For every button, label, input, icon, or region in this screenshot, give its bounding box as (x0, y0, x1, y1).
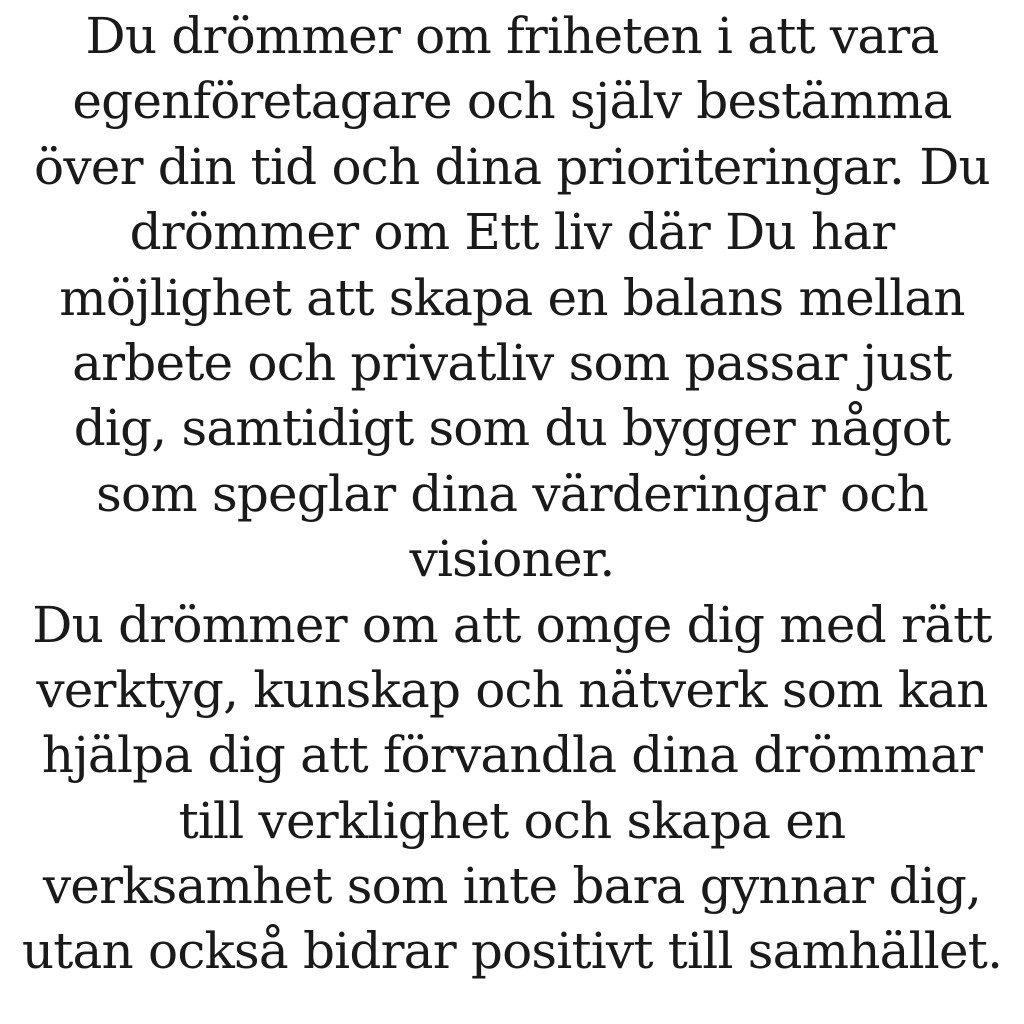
text-line: till verklighet och skapa en (178, 791, 846, 850)
text-line: drömmer om Ett liv där Du har (129, 203, 895, 262)
text-line: verksamhet som inte bara gynnar dig, (42, 857, 982, 916)
text-line: arbete och privatliv som passar just (72, 333, 952, 392)
text-line: möjlighet att skapa en balans mellan (59, 268, 965, 327)
text-line: över din tid och dina prioriteringar. Du (34, 137, 990, 196)
paragraph-1 (0, 4, 1024, 593)
text-line: Du drömmer om friheten i att vara (85, 7, 939, 65)
text-line: visioner. (409, 530, 615, 589)
text-line: utan också bidrar positivt till samhället. (21, 922, 1003, 981)
text-line: som speglar dina värderingar och (96, 464, 928, 523)
text-line: dig, samtidigt som du bygger något (73, 399, 951, 458)
text-line: verktyg, kunskap och nätverk som kan (36, 660, 988, 719)
text-line: egenföretagare och själv bestämma (72, 72, 952, 131)
text-line: Du drömmer om att omge dig med rätt (32, 595, 992, 654)
text-line: hjälpa dig att förvandla dina drömmar (41, 726, 983, 785)
paragraph-2 (0, 593, 1024, 985)
